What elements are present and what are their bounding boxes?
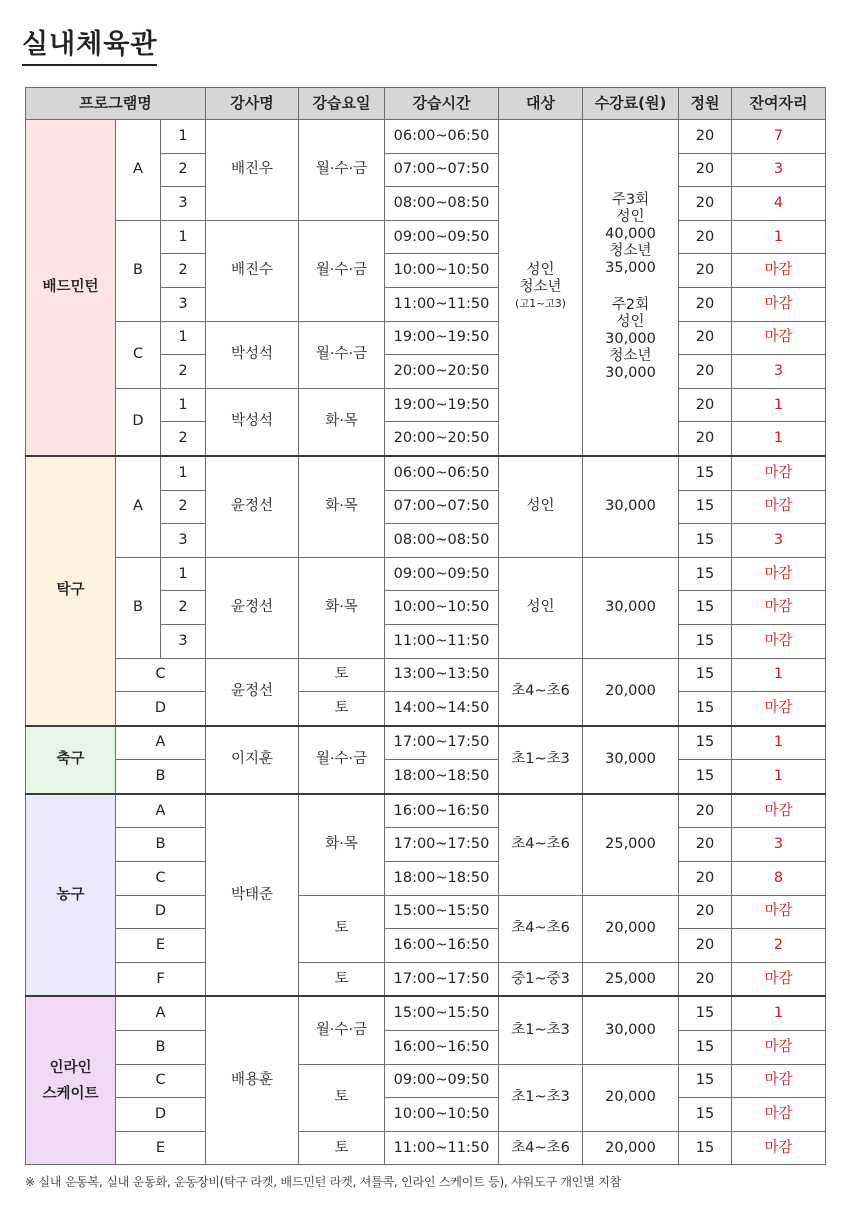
instructor: 윤정선 <box>206 557 299 658</box>
group-label: B <box>116 828 206 862</box>
capacity: 20 <box>679 187 732 221</box>
class-time: 07:00~07:50 <box>385 490 499 524</box>
instructor: 윤정선 <box>206 456 299 557</box>
program-inline-line2: 스케이트 <box>42 1085 99 1102</box>
header-target: 대상 <box>499 88 583 120</box>
class-days: 토 <box>299 692 385 726</box>
fee-adult-3: 40,000 <box>605 226 656 243</box>
capacity: 15 <box>679 591 732 625</box>
table-row <box>26 120 826 154</box>
class-time: 19:00~19:50 <box>385 321 499 355</box>
instructor: 박성석 <box>206 321 299 388</box>
capacity: 20 <box>679 794 732 828</box>
group-label: A <box>116 794 206 828</box>
remaining-seats: 마감 <box>732 591 826 625</box>
class-time: 11:00~11:50 <box>385 624 499 658</box>
instructor: 이지훈 <box>206 726 299 794</box>
remaining-seats: 3 <box>732 355 826 389</box>
fee-youth-2: 30,000 <box>605 365 656 382</box>
remaining-seats: 3 <box>732 524 826 558</box>
capacity: 15 <box>679 1064 732 1098</box>
class-days: 토 <box>299 962 385 996</box>
class-days: 월·수·금 <box>299 220 385 321</box>
target: 초4~초6 <box>499 794 583 895</box>
table-row <box>26 557 826 591</box>
remaining-seats: 마감 <box>732 254 826 288</box>
capacity: 20 <box>679 153 732 187</box>
remaining-seats: 마감 <box>732 624 826 658</box>
class-time: 18:00~18:50 <box>385 760 499 794</box>
group-label: E <box>116 929 206 963</box>
session-number: 1 <box>161 120 206 154</box>
group-label: A <box>116 120 161 221</box>
table-header-row <box>26 88 826 120</box>
fee-youth-3: 35,000 <box>605 260 656 277</box>
group-label: C <box>116 321 161 388</box>
remaining-seats: 마감 <box>732 692 826 726</box>
header-fee: 수강료(원) <box>583 88 679 120</box>
program-table-tennis: 탁구 <box>26 456 116 726</box>
remaining-seats: 1 <box>732 658 826 692</box>
group-label: F <box>116 962 206 996</box>
fee-adult-label-2: 성인 <box>616 314 645 331</box>
fee: 30,000 <box>583 456 679 557</box>
table-row <box>26 1098 826 1132</box>
target-badminton <box>499 120 583 456</box>
table-row <box>26 321 826 355</box>
class-time: 09:00~09:50 <box>385 557 499 591</box>
remaining-seats: 마감 <box>732 1131 826 1165</box>
class-time: 09:00~09:50 <box>385 220 499 254</box>
remaining-seats: 2 <box>732 929 826 963</box>
fee-badminton <box>583 120 679 456</box>
fee: 25,000 <box>583 794 679 895</box>
group-label: A <box>116 726 206 760</box>
table-row <box>26 1131 826 1165</box>
class-time: 08:00~08:50 <box>385 524 499 558</box>
remaining-seats: 마감 <box>732 321 826 355</box>
group-label: B <box>116 557 161 658</box>
remaining-seats: 마감 <box>732 557 826 591</box>
table-row <box>26 220 826 254</box>
table-row <box>26 1064 826 1098</box>
target: 초1~초3 <box>499 996 583 1064</box>
capacity: 20 <box>679 254 732 288</box>
class-days: 토 <box>299 658 385 692</box>
target: 초4~초6 <box>499 895 583 962</box>
class-days: 화·목 <box>299 456 385 557</box>
capacity: 20 <box>679 388 732 422</box>
session-number: 1 <box>161 557 206 591</box>
fee: 30,000 <box>583 557 679 658</box>
table-row <box>26 862 826 896</box>
header-days: 강습요일 <box>299 88 385 120</box>
session-number: 2 <box>161 254 206 288</box>
capacity: 15 <box>679 1131 732 1165</box>
target: 초4~초6 <box>499 658 583 726</box>
class-time: 17:00~17:50 <box>385 962 499 996</box>
instructor: 배진우 <box>206 120 299 221</box>
header-program: 프로그램명 <box>26 88 206 120</box>
class-days: 화·목 <box>299 557 385 658</box>
capacity: 15 <box>679 658 732 692</box>
remaining-seats: 8 <box>732 862 826 896</box>
group-label: C <box>116 1064 206 1098</box>
remaining-seats: 마감 <box>732 895 826 929</box>
instructor: 박태준 <box>206 794 299 997</box>
group-label: D <box>116 1098 206 1132</box>
session-number: 2 <box>161 591 206 625</box>
capacity: 20 <box>679 828 732 862</box>
capacity: 15 <box>679 1098 732 1132</box>
header-capacity: 정원 <box>679 88 732 120</box>
class-days: 월·수·금 <box>299 120 385 221</box>
table-row <box>26 692 826 726</box>
target-youth-range: (고1~고3) <box>515 297 566 310</box>
session-number: 3 <box>161 624 206 658</box>
capacity: 20 <box>679 929 732 963</box>
fee-adult-2: 30,000 <box>605 331 656 348</box>
group-label: E <box>116 1131 206 1165</box>
class-time: 07:00~07:50 <box>385 153 499 187</box>
table-row <box>26 658 826 692</box>
target: 초4~초6 <box>499 1131 583 1165</box>
table-row <box>26 1031 826 1065</box>
capacity: 15 <box>679 726 732 760</box>
class-time: 15:00~15:50 <box>385 895 499 929</box>
class-time: 17:00~17:50 <box>385 726 499 760</box>
remaining-seats: 1 <box>732 220 826 254</box>
remaining-seats: 3 <box>732 828 826 862</box>
remaining-seats: 마감 <box>732 1031 826 1065</box>
remaining-seats: 7 <box>732 120 826 154</box>
group-label: A <box>116 996 206 1030</box>
class-days: 토 <box>299 895 385 962</box>
group-label: B <box>116 220 161 321</box>
class-time: 20:00~20:50 <box>385 355 499 389</box>
class-time: 09:00~09:50 <box>385 1064 499 1098</box>
capacity: 20 <box>679 321 732 355</box>
table-row <box>26 996 826 1030</box>
session-number: 2 <box>161 490 206 524</box>
capacity: 20 <box>679 962 732 996</box>
header-instructor: 강사명 <box>206 88 299 120</box>
table-row <box>26 962 826 996</box>
remaining-seats: 마감 <box>732 287 826 321</box>
capacity: 15 <box>679 490 732 524</box>
fee-weekly-3: 주3회 <box>611 192 650 209</box>
target: 중1~중3 <box>499 962 583 996</box>
class-time: 17:00~17:50 <box>385 828 499 862</box>
remaining-seats: 1 <box>732 726 826 760</box>
class-time: 16:00~16:50 <box>385 929 499 963</box>
table-row <box>26 794 826 828</box>
fee: 20,000 <box>583 1131 679 1165</box>
page-title: 실내체육관 <box>22 28 157 66</box>
fee-adult-label: 성인 <box>616 209 645 226</box>
session-number: 2 <box>161 355 206 389</box>
capacity: 20 <box>679 422 732 456</box>
program-basketball: 농구 <box>26 794 116 997</box>
target: 초1~초3 <box>499 1064 583 1131</box>
class-time: 11:00~11:50 <box>385 1131 499 1165</box>
capacity: 20 <box>679 355 732 389</box>
class-time: 10:00~10:50 <box>385 591 499 625</box>
remaining-seats: 마감 <box>732 1064 826 1098</box>
fee-weekly-2: 주2회 <box>611 297 650 314</box>
footnote: ※ 실내 운동복, 실내 운동화, 운동장비(탁구 라켓, 배드민턴 라켓, 셔틀콕, 인라인 스케이트 등), 샤워도구 개인별 지참 <box>25 1175 621 1189</box>
session-number: 3 <box>161 187 206 221</box>
instructor: 윤정선 <box>206 658 299 726</box>
capacity: 20 <box>679 287 732 321</box>
session-number: 2 <box>161 153 206 187</box>
table-row <box>26 456 826 490</box>
group-label: A <box>116 456 161 557</box>
fee-youth-label-2: 청소년 <box>609 348 652 365</box>
class-days: 토 <box>299 1131 385 1165</box>
remaining-seats: 마감 <box>732 456 826 490</box>
class-days: 화·목 <box>299 794 385 895</box>
schedule-table <box>25 87 826 1165</box>
target: 초1~초3 <box>499 726 583 794</box>
remaining-seats: 마감 <box>732 490 826 524</box>
fee: 20,000 <box>583 1064 679 1131</box>
target-youth: 청소년 <box>519 278 562 295</box>
group-label: C <box>116 862 206 896</box>
instructor: 배진수 <box>206 220 299 321</box>
capacity: 15 <box>679 524 732 558</box>
session-number: 3 <box>161 287 206 321</box>
remaining-seats: 마감 <box>732 1098 826 1132</box>
session-number: 1 <box>161 220 206 254</box>
program-inline-line1: 인라인 <box>49 1059 92 1076</box>
remaining-seats: 3 <box>732 153 826 187</box>
class-time: 08:00~08:50 <box>385 187 499 221</box>
group-label: D <box>116 388 161 456</box>
capacity: 15 <box>679 624 732 658</box>
session-number: 1 <box>161 321 206 355</box>
table-row <box>26 929 826 963</box>
class-time: 13:00~13:50 <box>385 658 499 692</box>
fee: 25,000 <box>583 962 679 996</box>
class-time: 19:00~19:50 <box>385 388 499 422</box>
capacity: 20 <box>679 862 732 896</box>
class-days: 월·수·금 <box>299 996 385 1064</box>
class-time: 10:00~10:50 <box>385 1098 499 1132</box>
fee: 30,000 <box>583 726 679 794</box>
session-number: 3 <box>161 524 206 558</box>
capacity: 15 <box>679 760 732 794</box>
fee: 30,000 <box>583 996 679 1064</box>
header-time: 강습시간 <box>385 88 499 120</box>
instructor: 박성석 <box>206 388 299 456</box>
class-days: 화·목 <box>299 388 385 456</box>
capacity: 20 <box>679 120 732 154</box>
class-time: 14:00~14:50 <box>385 692 499 726</box>
fee-youth-label: 청소년 <box>609 243 652 260</box>
target: 성인 <box>499 456 583 557</box>
class-time: 06:00~06:50 <box>385 120 499 154</box>
class-days: 월·수·금 <box>299 321 385 388</box>
class-time: 20:00~20:50 <box>385 422 499 456</box>
capacity: 20 <box>679 895 732 929</box>
remaining-seats: 마감 <box>732 962 826 996</box>
table-row <box>26 760 826 794</box>
table-row <box>26 828 826 862</box>
table-row <box>26 726 826 760</box>
class-time: 10:00~10:50 <box>385 254 499 288</box>
group-label: D <box>116 692 206 726</box>
group-label: C <box>116 658 206 692</box>
capacity: 15 <box>679 456 732 490</box>
class-time: 16:00~16:50 <box>385 1031 499 1065</box>
remaining-seats: 1 <box>732 422 826 456</box>
remaining-seats: 마감 <box>732 794 826 828</box>
program-soccer: 축구 <box>26 726 116 794</box>
group-label: D <box>116 895 206 929</box>
class-time: 06:00~06:50 <box>385 456 499 490</box>
target-adult: 성인 <box>526 261 555 278</box>
remaining-seats: 1 <box>732 996 826 1030</box>
fee: 20,000 <box>583 895 679 962</box>
table-row <box>26 388 826 422</box>
class-days: 토 <box>299 1064 385 1131</box>
class-time: 15:00~15:50 <box>385 996 499 1030</box>
group-label: B <box>116 1031 206 1065</box>
remaining-seats: 4 <box>732 187 826 221</box>
session-number: 1 <box>161 388 206 422</box>
class-time: 11:00~11:50 <box>385 287 499 321</box>
session-number: 1 <box>161 456 206 490</box>
class-time: 16:00~16:50 <box>385 794 499 828</box>
table-row <box>26 895 826 929</box>
remaining-seats: 1 <box>732 388 826 422</box>
capacity: 15 <box>679 692 732 726</box>
target: 성인 <box>499 557 583 658</box>
class-time: 18:00~18:50 <box>385 862 499 896</box>
fee: 20,000 <box>583 658 679 726</box>
class-days: 월·수·금 <box>299 726 385 794</box>
capacity: 15 <box>679 557 732 591</box>
session-number: 2 <box>161 422 206 456</box>
capacity: 15 <box>679 1031 732 1065</box>
group-label: B <box>116 760 206 794</box>
remaining-seats: 1 <box>732 760 826 794</box>
capacity: 15 <box>679 996 732 1030</box>
capacity: 20 <box>679 220 732 254</box>
program-inline-skate <box>26 996 116 1164</box>
header-remaining: 잔여자리 <box>732 88 826 120</box>
program-badminton: 배드민턴 <box>26 120 116 456</box>
instructor: 배용훈 <box>206 996 299 1164</box>
